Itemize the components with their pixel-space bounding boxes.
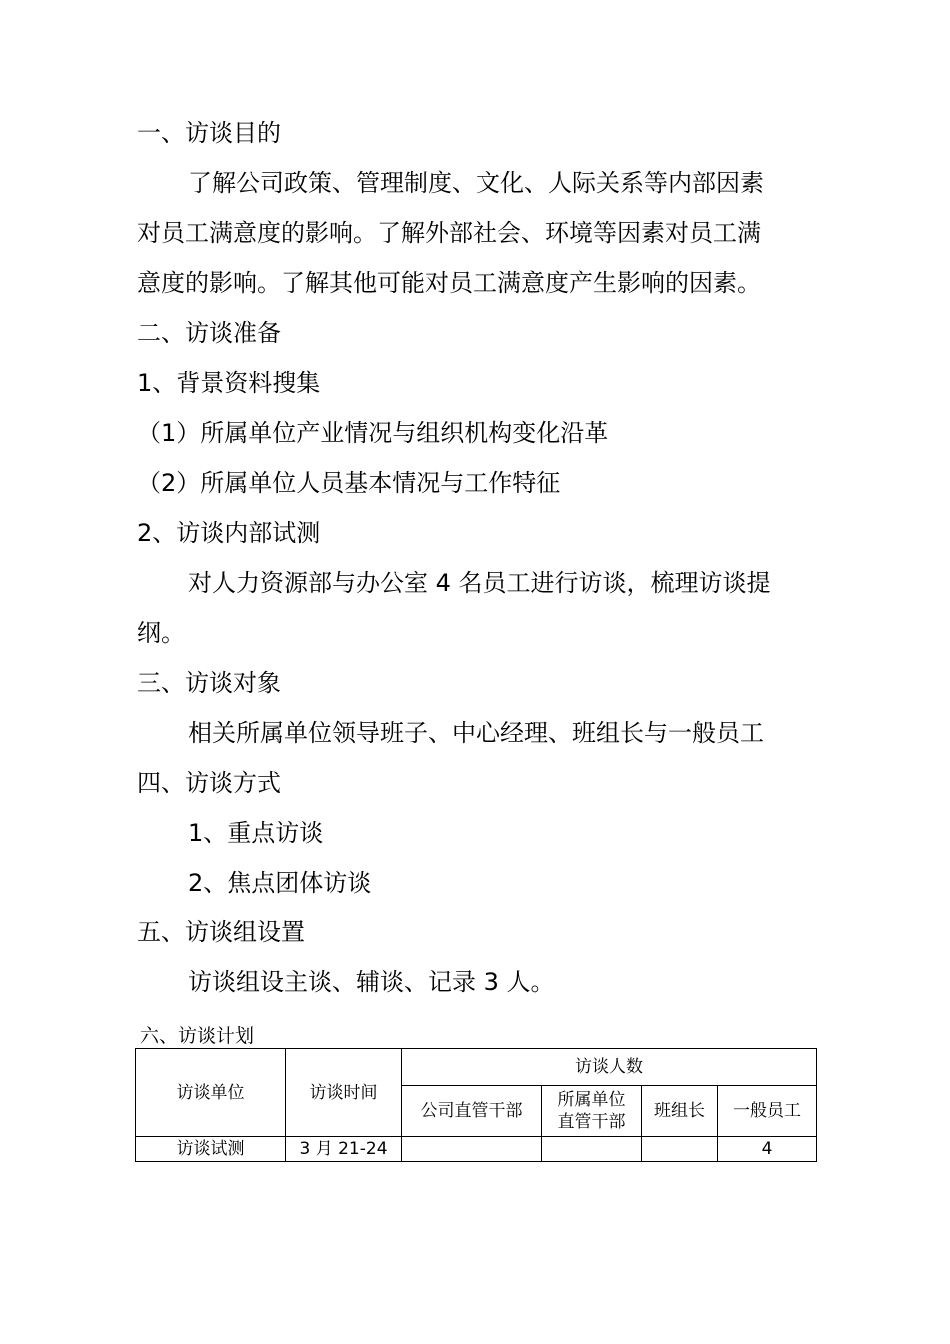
cell-unit: 访谈试测 — [136, 1137, 286, 1162]
header-subsidiary-cadres — [542, 1086, 642, 1137]
section-1-paragraph-line-3: 意度的影响。了解其他可能对员工满意度产生影响的因素。 — [137, 269, 761, 297]
header-interview-time: 访谈时间 — [286, 1049, 402, 1137]
cell-general-staff: 4 — [718, 1137, 817, 1162]
section-1-paragraph-line-1: 了解公司政策、管理制度、文化、人际关系等内部因素 — [188, 169, 764, 197]
header-subsidiary-cadres-line-2: 直管干部 — [557, 1112, 626, 1132]
section-2-paragraph-line-1: 对人力资源部与办公室 4 名员工进行访谈，梳理访谈提 — [188, 569, 771, 597]
header-interview-count: 访谈人数 — [402, 1049, 817, 1086]
section-5-body: 访谈组设主谈、辅谈、记录 3 人。 — [188, 968, 555, 996]
header-team-leader: 班组长 — [642, 1086, 718, 1137]
cell-team-leader — [642, 1137, 718, 1162]
cell-company-cadres — [402, 1137, 542, 1162]
section-2-subheading-2: 2、访谈内部试测 — [137, 519, 321, 547]
section-2-item-2: （2）所属单位人员基本情况与工作特征 — [137, 469, 561, 497]
section-2-heading: 二、访谈准备 — [137, 319, 281, 347]
header-general-staff: 一般员工 — [718, 1086, 817, 1137]
section-5-heading: 五、访谈组设置 — [137, 918, 305, 946]
section-4-heading: 四、访谈方式 — [137, 769, 281, 797]
table-row — [136, 1137, 817, 1162]
section-1-heading: 一、访谈目的 — [137, 119, 281, 147]
cell-time: 3 月 21-24 — [286, 1137, 402, 1162]
header-company-cadres: 公司直管干部 — [402, 1086, 542, 1137]
section-2-subheading-1: 1、背景资料搜集 — [137, 369, 321, 397]
section-4-item-2: 2、焦点团体访谈 — [188, 869, 372, 897]
section-2-item-1: （1）所属单位产业情况与组织机构变化沿革 — [137, 419, 609, 447]
section-6-heading: 六、访谈计划 — [140, 1025, 255, 1047]
section-3-body: 相关所属单位领导班子、中心经理、班组长与一般员工 — [188, 719, 764, 747]
section-3-heading: 三、访谈对象 — [137, 669, 281, 697]
cell-subsidiary-cadres — [542, 1137, 642, 1162]
header-subsidiary-cadres-line-1: 所属单位 — [557, 1090, 626, 1110]
interview-plan-table — [135, 1048, 817, 1162]
section-2-paragraph-line-2: 纲。 — [137, 619, 185, 647]
section-4-item-1: 1、重点访谈 — [188, 819, 324, 847]
section-1-paragraph-line-2: 对员工满意度的影响。了解外部社会、环境等因素对员工满 — [137, 219, 761, 247]
header-interview-unit: 访谈单位 — [136, 1049, 286, 1137]
